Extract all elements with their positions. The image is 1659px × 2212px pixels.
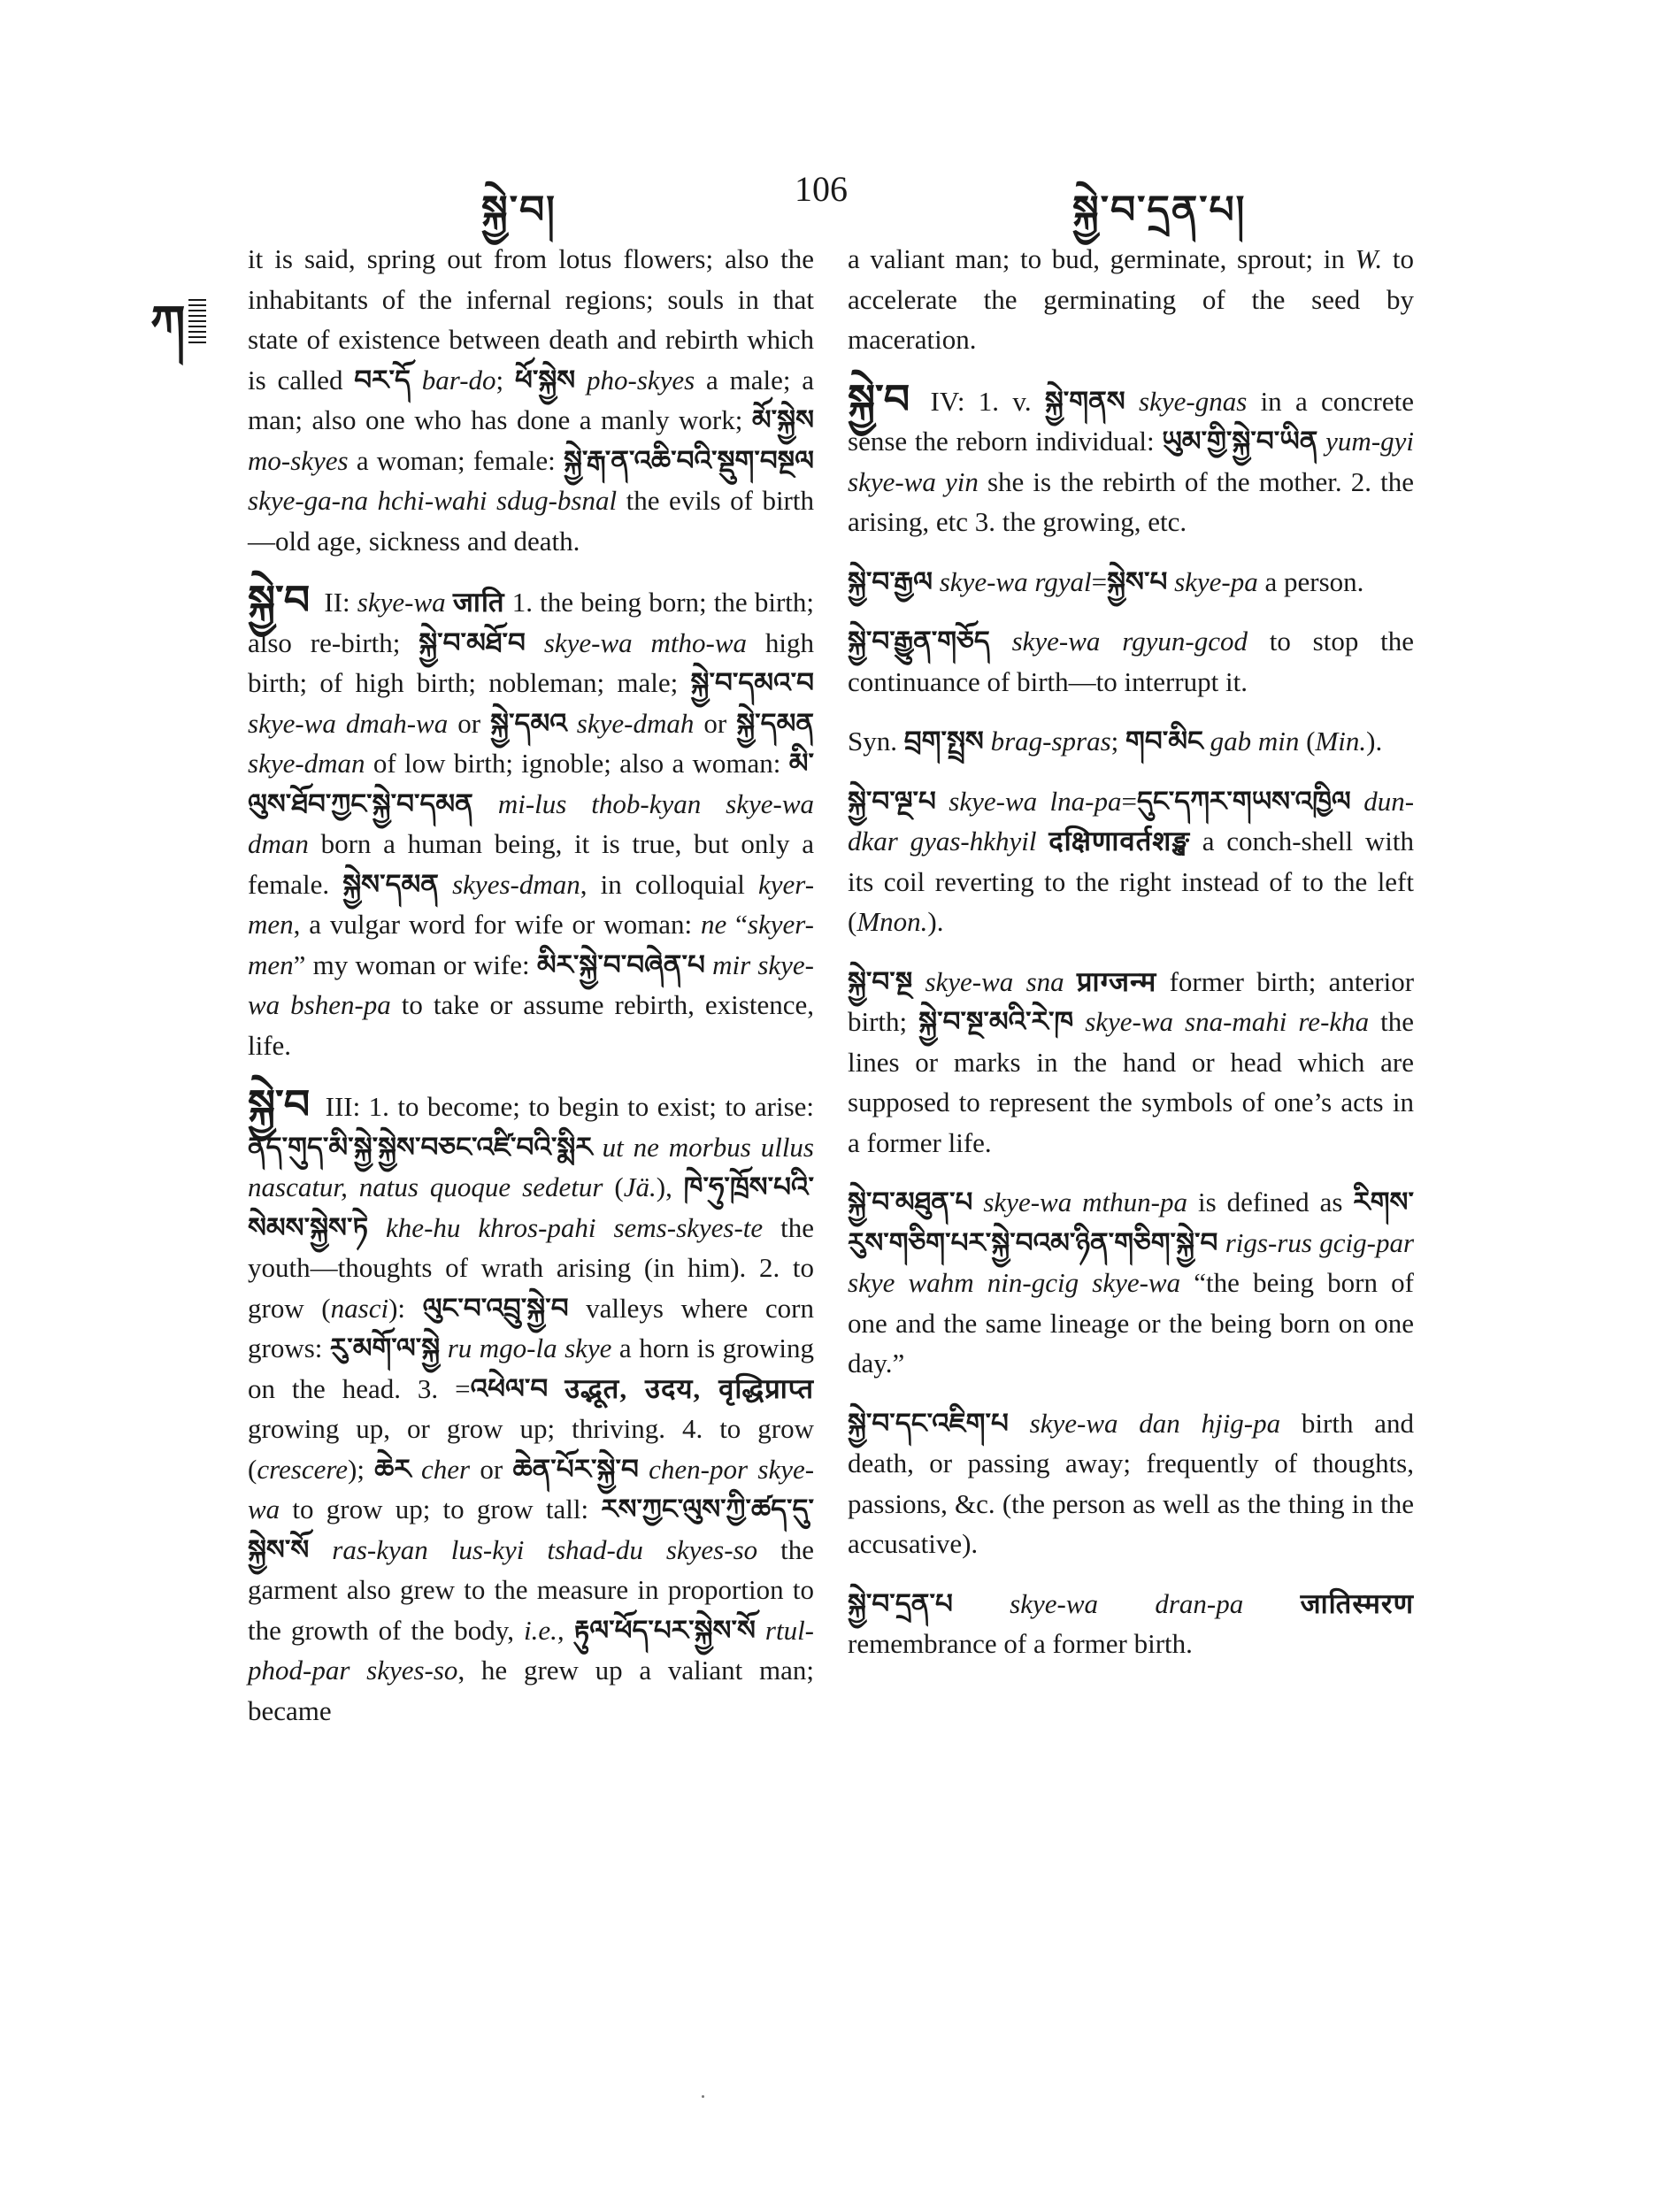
right-column	[848, 239, 1414, 1684]
entry-synonyms: Syn. བྲག་སྤྲས brag-spras; གབ་མིང gab min (Min.).	[848, 726, 1383, 757]
entry-continuation: it is said, spring out from lotus flowers; also the inhabitants of the infernal regions; souls in that state of existence between death and rebirth which is called བར་དོ bar-do; ཕོ་སྐྱེས pho-skyes a male; a man; also one who has done a manly work; མོ་སྐྱེས mo-skyes a woman; female: སྐྱེ་རྒ་ན་འཆི་བའི་སྡུག་བསྔལ skye-ga-na hchi-wahi sdug-bsnal the evils of birth—old age, sickness and death.	[248, 243, 815, 557]
margin-ticks	[188, 299, 206, 343]
print-speck	[702, 2095, 704, 2098]
entry-headword: སྐྱེ་བ	[248, 1082, 311, 1127]
header-left-headword: སྐྱེ་བ།	[481, 188, 557, 233]
page-number: 106	[795, 169, 848, 209]
left-column	[248, 239, 814, 1750]
entry-skye-wa-rgyun-gcod: སྐྱེ་བ་རྒྱུན་གཅོད skye-wa rgyun-gcod to stop the continuance of birth—to interrupt it.	[848, 626, 1414, 697]
entry-continuation-right: a valiant man; to bud, germinate, sprout; in W. to accelerate the germinating of the seed by maceration.	[848, 243, 1414, 355]
margin-letter-mark	[150, 295, 206, 353]
entry-skye-wa-iii: སྐྱེ་བ III: 1. to become; to begin to exist; to arise: ནད་གུད་མི་སྐྱེ་སྐྱེས་བཅང་འཛི་བའི་སྨིར ut ne morbus ullus nascatur, natus quoque sedetur (Jä.), ཁེ་ཧུ་ཁྲོས་པའི་སེམས་སྐྱེས་ཏེ khe-hu khros-pahi sems-skyes-te the youth—thoughts of wrath arising (in him). 2. to grow (nasci): ལུང་བ་འབྲུ་སྐྱེ་བ valleys where corn grows: རུ་མགོ་ལ་སྐྱེ ru mgo-la skye a horn is growing on the head. 3. =འཕེལ་བ उद्भूत, उदय, वृद्धिप्राप्त growing up, or grow up; thriving. 4. to grow (crescere); ཆེར cher or ཆེན་པོར་སྐྱེ་བ chen-por skye-wa to grow up; to grow tall: རས་ཀྱང་ལུས་ཀྱི་ཚད་དུ་སྐྱེས་སོ ras-kyan lus-kyi tshad-du skyes-so the garment also grew to the measure in proportion to the growth of the body, i.e., རྟུལ་ཕོད་པར་སྐྱེས་སོ rtul-phod-par skyes-so, he grew up a valiant man; became	[248, 1082, 815, 1726]
entry-skye-wa-dan-hjig-pa: སྐྱེ་བ་དང་འཇིག་པ skye-wa dan hjig-pa birth and death, or passing away; frequently of thoughts, passions, &c. (the person as well as the thing in the accusative).	[848, 1407, 1414, 1559]
entry-skye-wa-rgyal: སྐྱེ་བ་རྒྱལ skye-wa rgyal=སྐྱེས་པ skye-pa a person.	[848, 565, 1364, 597]
entry-skye-wa-lna-pa: སྐྱེ་བ་ལྔ་པ skye-wa lna-pa=དུང་དཀར་གཡས་འཁྱིལ dun-dkar gyas-hkhyil दक्षिणावर्तशङ्ख a conch-shell with its coil reverting to the right instead of to the left (Mnon.).	[848, 785, 1415, 937]
entry-skye-wa-mthun-pa: སྐྱེ་བ་མཐུན་པ skye-wa mthun-pa is defined as རིགས་རུས་གཅིག་པར་སྐྱེ་བའམ་ཉིན་གཅིག་སྐྱེ་བ rigs-rus gcig-par skye wahm nin-gcig skye-wa “the being born of one and the same lineage or the being born on one day.”	[848, 1187, 1415, 1379]
page-header	[0, 157, 1659, 233]
margin-letter: ཀ	[150, 295, 186, 353]
entry-skye-wa-sna: སྐྱེ་བ་སྔ skye-wa sna प्राग्जन्म former birth; anterior birth; སྐྱེ་བ་སྔ་མའི་རེ་ཁ skye-wa sna-mahi re-kha the lines or marks in the hand or head which are supposed to represent the symbols of one’s acts in a former life.	[848, 965, 1415, 1158]
entry-skye-wa-dran-pa: སྐྱེ་བ་དྲན་པ skye-wa dran-pa जातिस्मरण remembrance of a former birth.	[848, 1587, 1415, 1659]
entry-headword: སྐྱེ་བ	[848, 376, 910, 422]
entry-skye-wa-ii: སྐྱེ་བ II: skye-wa जाति 1. the being born; the birth; also re-birth; སྐྱེ་བ་མཐོ་བ skye-wa mtho-wa high birth; of high birth; nobleman; male; སྐྱེ་བ་དམའ་བ skye-wa dmah-wa or སྐྱེ་དམའ skye-dmah or སྐྱེ་དམན skye-dman of low birth; ignoble; also a woman: མི་ལུས་ཐོབ་ཀྱང་སྐྱེ་བ་དམན mi-lus thob-kyan skye-wa dman born a human being, it is true, but only a female. སྐྱེས་དམན skyes-dman, in colloquial kyer-men, a vulgar word for wife or woman: ne “skyer-men” my woman or wife: མིར་སྐྱེ་བ་བཞེན་པ mir skye-wa bshen-pa to take or assume rebirth, existence, life.	[248, 578, 815, 1061]
header-right-headword: སྐྱེ་བ་དྲན་པ།	[1072, 188, 1247, 233]
entry-skye-wa-iv: སྐྱེ་བ IV: 1. v. སྐྱེ་གནས skye-gnas in a concrete sense the reborn individual: ཡུམ་གྱི་སྐྱེ་བ་ཡིན yum-gyi skye-wa yin she is the rebirth of the mother. 2. the arising, etc 3. the growing, etc.	[848, 376, 1415, 537]
entry-headword: སྐྱེ་བ	[248, 578, 311, 623]
